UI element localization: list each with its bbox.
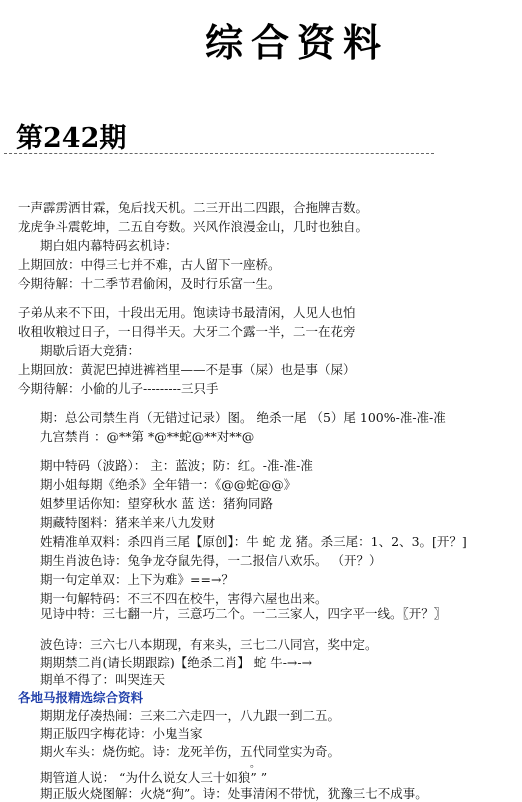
text-line-1: 一声霹雳洒甘霖，兔后找天机。二三开出二四跟，合拖牌吉数。 [18,200,369,215]
text-line-11: 期：总公司禁生肖（无错过记录）图。 绝杀一尾 （5）尾 100%-准-准-准 [40,410,446,425]
text-line-21: 见诗中特：三七翻一片，三意巧二个。一二三家人，四字平一线。〖开？〗 [40,606,447,621]
text-line-17: 姓精准单双料：杀四肖三尾【原创】：牛 蛇 龙 猪。杀三尾：1、2、3。[开？] [40,534,467,549]
text-line-16: 期藏特图料：猪来羊来八九发财 [40,515,216,530]
text-line-30: 期管道人说： “为什么说女人三十如狼” ” [40,770,268,785]
dashed-divider [4,153,434,154]
text-line-12: 九宫禁肖 ：@**第 *@**蛇@**对**@ [40,429,255,444]
text-line-26: 期期龙仔凑热闹：三来二六走四一，八九跟一到二五。 [40,708,341,723]
text-line-10: 今期待解：小偷的儿子---------三只手 [18,381,219,396]
text-line-29: 。 [250,759,260,770]
text-line-2: 龙虎争斗震乾坤，二五自夸数。兴风作浪漫金山，几时也独自。 [18,219,369,234]
text-line-6: 子弟从来不下田，十段出无用。饱读诗书最清闲，人见人也怕 [18,305,356,320]
text-line-28: 期火车头：烧伤蛇。诗：龙死羊伤，五代同堂实为奇。 [40,744,341,759]
text-line-24: 期单不得了：叫哭连天 [40,672,166,687]
text-line-3: 期白姐内幕特码玄机诗： [40,238,178,253]
text-line-8: 期歇后语大竞猜： [40,343,141,358]
text-line-23: 期期禁二肖(请长期跟踪)【绝杀二肖】 蛇 牛-→-→ [40,655,313,670]
text-line-19: 期一句定单双：上下为难》==→？ [40,572,234,587]
text-line-20: 期一句解特码：不三不四在校牛，害得六屋也出来。 [40,591,328,606]
text-line-18: 期生肖波色诗：兔争龙夺鼠先得，一二报信八欢乐。 （开？） [40,553,382,568]
text-line-15: 姐梦里话你知：望穿秋水 蓝 送：猪狗同路 [40,496,273,511]
text-line-7: 收租收粮过日子，一日得半天。大牙二个露一半，二一在花旁 [18,324,356,339]
issue-number: 第242期 [16,123,127,154]
text-line-4: 上期回放：中得三七并不难，古人留下一座桥。 [18,257,281,272]
text-line-27: 期正版四字梅花诗：小鬼当家 [40,726,203,741]
section-heading-blue: 各地马报精选综合资料 [18,690,144,705]
text-line-22: 波色诗：三六七八本期现，有来头，三七二八同宫，奖中定。 [40,637,378,652]
page-title: 综合资料 [205,21,390,65]
text-line-31: 期正版火烧图解：火烧“狗”。诗：处事清闲不带忧，犹豫三七不成事。 [40,786,428,801]
text-line-14: 期小姐每期《绝杀》全年错一：《@@蛇@@》 [40,477,297,492]
text-line-13: 期中特码（波路）： 主：蓝波；防：红。-准-准-准 [40,458,313,473]
text-line-5: 今期待解：十二季节君偷闲，及时行乐富一生。 [18,276,281,291]
text-line-9: 上期回放：黄泥巴掉进裤裆里——不是事（屎）也是事（屎） [18,362,356,377]
